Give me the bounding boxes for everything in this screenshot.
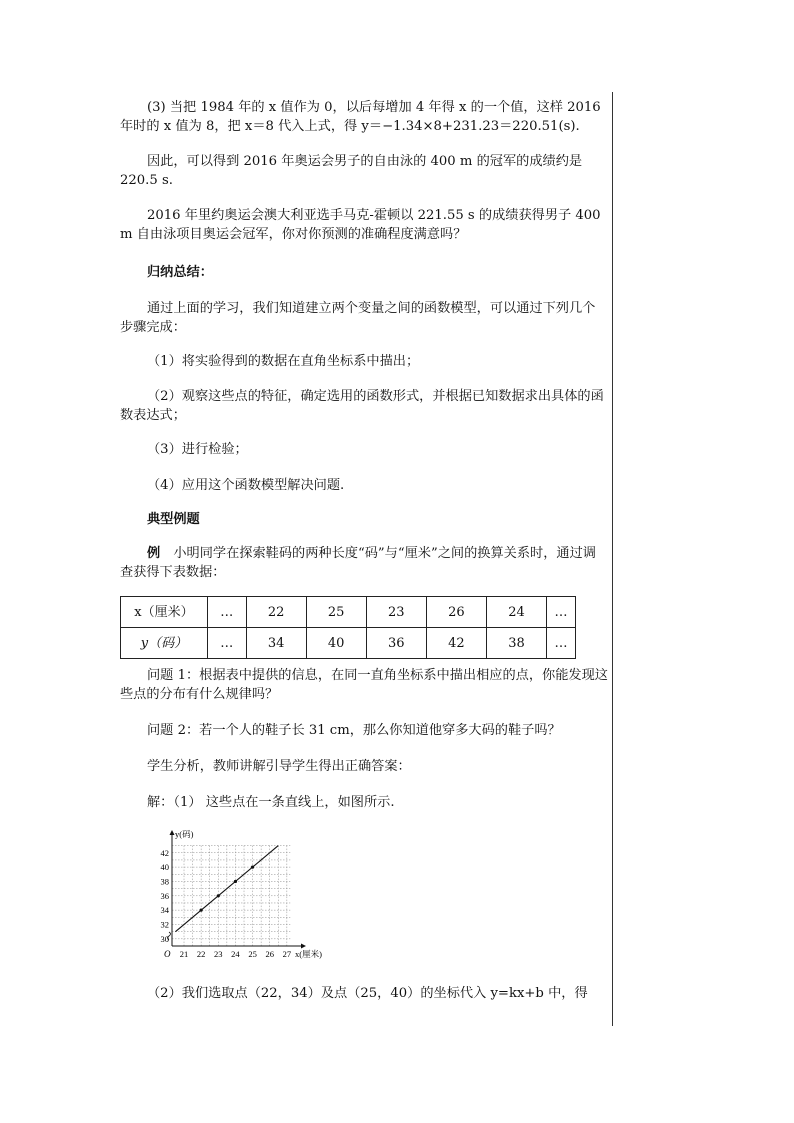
table-cell: … (547, 597, 576, 628)
heading-examples: 典型例题 (147, 512, 200, 527)
solution-1: 解：（1） 这些点在一条直线上，如图所示. (147, 795, 395, 810)
solution-2: （2）我们选取点（22，34）及点（25，40）的坐标代入 y=kx+b 中，得 (147, 986, 588, 1001)
question-2: 问题 2：若一个人的鞋子长 31 cm，那么你知道他穿多大码的鞋子吗？ (147, 723, 561, 738)
table-cell: x（厘米） (121, 597, 208, 628)
question-1: 问题 1：根据表中提供的信息，在同一直角坐标系中描出相应的点，你能发现这些点的分布有什么规律吗？ (120, 668, 608, 702)
column-divider (612, 92, 613, 1026)
step-3: （3）进行检验； (147, 442, 248, 457)
paragraph-rio: 2016 年里约奥运会澳大利亚选手马克-霍顿以 221.55 s 的成绩获得男子 400 m 自由泳项目奥运会冠军，你对你预测的准确程度满意吗？ (120, 208, 601, 242)
table-cell: 36 (366, 628, 426, 659)
table-cell: 26 (426, 597, 486, 628)
table-cell: 38 (486, 628, 546, 659)
table-cell: 23 (366, 597, 426, 628)
x-tick-label: 22 (196, 949, 206, 959)
x-tick-label: 25 (248, 949, 257, 959)
y-tick-label: 30 (160, 933, 169, 944)
x-tick-label: 26 (265, 949, 274, 959)
table-cell: y（码） (121, 628, 208, 659)
y-tick-label: 36 (160, 890, 169, 901)
data-point (217, 894, 220, 897)
data-point (251, 866, 254, 869)
table-cell: … (207, 597, 246, 628)
y-axis-arrow (170, 830, 175, 835)
table-row (121, 597, 576, 628)
data-point (234, 880, 237, 883)
scatter-chart (152, 828, 322, 968)
table-cell: 40 (306, 628, 366, 659)
paragraph-step3: (3) 当把 1984 年的 x 值作为 0，以后每增加 4 年得 x 的一个值，这样 2016 年时的 x 值为 8，把 x＝8 代入上式，得 y＝−1.34×8+231.23＝220.51(s). (120, 100, 601, 134)
table-cell: 42 (426, 628, 486, 659)
table-row (121, 628, 576, 659)
heading-summary: 归纳总结： (147, 265, 213, 280)
table-cell: 22 (246, 597, 306, 628)
x-tick-label: 21 (179, 949, 189, 959)
paragraph-conclusion: 因此，可以得到 2016 年奥运会男子的自由泳的 400 m 的冠军的成绩约是 220.5 s. (120, 154, 583, 188)
table-cell: … (207, 628, 246, 659)
y-tick-label: 34 (160, 905, 169, 916)
example-label: 例 (147, 546, 161, 561)
x-tick-label: 27 (282, 949, 292, 959)
y-tick-label: 40 (160, 862, 169, 873)
table-cell: 25 (306, 597, 366, 628)
y-tick-label: 38 (160, 876, 169, 887)
table-cell: 24 (486, 597, 546, 628)
x-tick-label: 23 (214, 949, 223, 959)
x-axis-label: x(厘米) (295, 949, 322, 959)
step-4: （4）应用这个函数模型解决问题. (147, 478, 345, 493)
origin-label: O (164, 949, 171, 959)
paragraph-summary: 通过上面的学习，我们知道建立两个变量之间的函数模型，可以通过下列几个步骤完成： (120, 301, 596, 335)
data-table (120, 596, 576, 659)
analysis-line: 学生分析，教师讲解引导学生得出正确答案： (147, 759, 411, 774)
example-text: 小明同学在探索鞋码的两种长度“码”与“厘米”之间的换算关系时，通过调查获得下表数据： (120, 546, 596, 580)
table-cell: 34 (246, 628, 306, 659)
step-1: （1）将实验得到的数据在直角坐标系中描出； (147, 354, 420, 369)
y-tick-label: 42 (160, 847, 169, 858)
x-tick-label: 24 (231, 949, 240, 959)
step-2: （2）观察这些点的特征，确定选用的函数形式，并根据已知数据求出具体的函数表达式； (120, 389, 604, 423)
table-cell: … (547, 628, 576, 659)
y-axis-label: y(码) (175, 829, 194, 839)
x-axis-arrow (301, 944, 306, 949)
data-point (200, 909, 203, 912)
y-tick-label: 32 (160, 919, 169, 930)
example-intro (120, 544, 608, 582)
